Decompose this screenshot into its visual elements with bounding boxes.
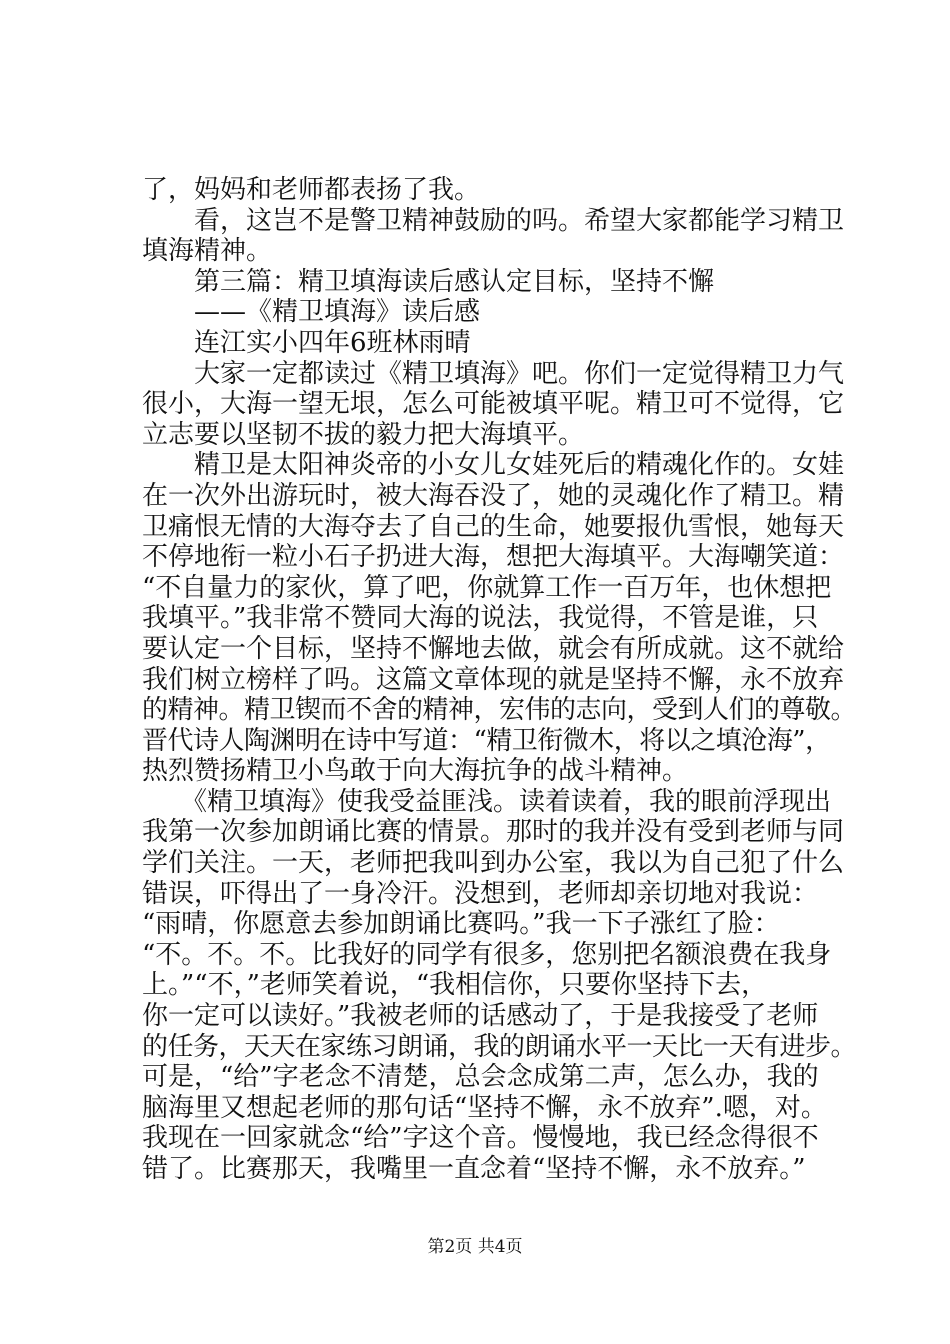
text-line: 我现在一回家就念“给”字这个音。慢慢地，我已经念得很不 bbox=[142, 1123, 819, 1154]
text-line: 《精卫填海》使我受益匪浅。读着读着，我的眼前浮现出 bbox=[142, 786, 832, 817]
text-line: 错误，吓得出了一身冷汗。没想到，老师却亲切地对我说： bbox=[142, 878, 819, 909]
text-line: 错了。比赛那天，我嘴里一直念着“坚持不懈，永不放弃。” bbox=[142, 1154, 806, 1184]
text-line: 卫痛恨无情的大海夺去了自己的生命，她要报仇雪恨，她每天 bbox=[142, 511, 845, 542]
page-footer bbox=[0, 1236, 950, 1258]
text-line: 第三篇：精卫填海读后感认定目标，坚持不懈 bbox=[142, 266, 715, 297]
text-line: “不。不。不。比我好的同学有很多，您别把名额浪费在我身 bbox=[142, 939, 832, 970]
text-line: 脑海里又想起老师的那句话“坚持不懈，永不放弃”.嗯，对。 bbox=[142, 1092, 827, 1123]
document-body bbox=[142, 175, 858, 1185]
text-line: 要认定一个目标，坚持不懈地去做，就会有所成就。这不就给 bbox=[142, 633, 845, 664]
text-line: 的精神。精卫锲而不舍的精神，宏伟的志向，受到人们的尊敬。 bbox=[142, 695, 857, 726]
text-line: 我们树立榜样了吗。这篇文章体现的就是坚持不懈，永不放弃 bbox=[142, 664, 845, 695]
text-line: 的任务，天天在家练习朗诵，我的朗诵水平一天比一天有进步。 bbox=[142, 1031, 857, 1062]
text-line: ——《精卫填海》读后感 bbox=[142, 297, 481, 328]
text-line: 立志要以坚韧不拔的毅力把大海填平。 bbox=[142, 419, 585, 450]
text-line: 可是，“给”字老念不清楚，总会念成第二声，怎么办，我的 bbox=[142, 1062, 819, 1093]
text-line: 我第一次参加朗诵比赛的情景。那时的我并没有受到老师与同 bbox=[142, 817, 845, 848]
text-line: 学们关注。一天，老师把我叫到办公室，我以为自己犯了什么 bbox=[142, 848, 845, 879]
text-line: 大家一定都读过《精卫填海》吧。你们一定觉得精卫力气 bbox=[142, 358, 845, 389]
text-line: 我填平。”我非常不赞同大海的说法，我觉得，不管是谁，只 bbox=[142, 603, 819, 634]
text-line: 连江实小四年6班林雨晴 bbox=[142, 327, 471, 358]
text-line: “雨晴，你愿意去参加朗诵比赛吗。”我一下子涨红了脸： bbox=[142, 909, 780, 940]
text-line: 热烈赞扬精卫小鸟敢于向大海抗争的战斗精神。 bbox=[142, 756, 689, 787]
text-line: 你一定可以读好。”我被老师的话感动了，于是我接受了老师 bbox=[142, 1001, 819, 1032]
text-line: 填海精神。 bbox=[142, 236, 273, 267]
text-line: 上。”“不，”老师笑着说，“我相信你，只要你坚持下去， bbox=[142, 970, 768, 1001]
page-number: 第2页 共4页 bbox=[427, 1237, 523, 1257]
text-line: “不自量力的家伙，算了吧，你就算工作一百万年，也休想把 bbox=[142, 572, 832, 603]
text-line: 看，这岂不是警卫精神鼓励的吗。希望大家都能学习精卫 bbox=[142, 205, 845, 236]
text-line: 在一次外出游玩时，被大海吞没了，她的灵魂化作了精卫。精 bbox=[142, 480, 845, 511]
text-line: 不停地衔一粒小石子扔进大海，想把大海填平。大海嘲笑道： bbox=[142, 542, 845, 573]
text-line: 很小，大海一望无垠，怎么可能被填平呢。精卫可不觉得，它 bbox=[142, 389, 845, 420]
text-line: 精卫是太阳神炎帝的小女儿女娃死后的精魂化作的。女娃 bbox=[142, 450, 845, 481]
text-line: 晋代诗人陶渊明在诗中写道：“精卫衔微木，将以之填沧海”， bbox=[142, 725, 831, 756]
text-line: 了，妈妈和老师都表扬了我。 bbox=[142, 175, 481, 205]
